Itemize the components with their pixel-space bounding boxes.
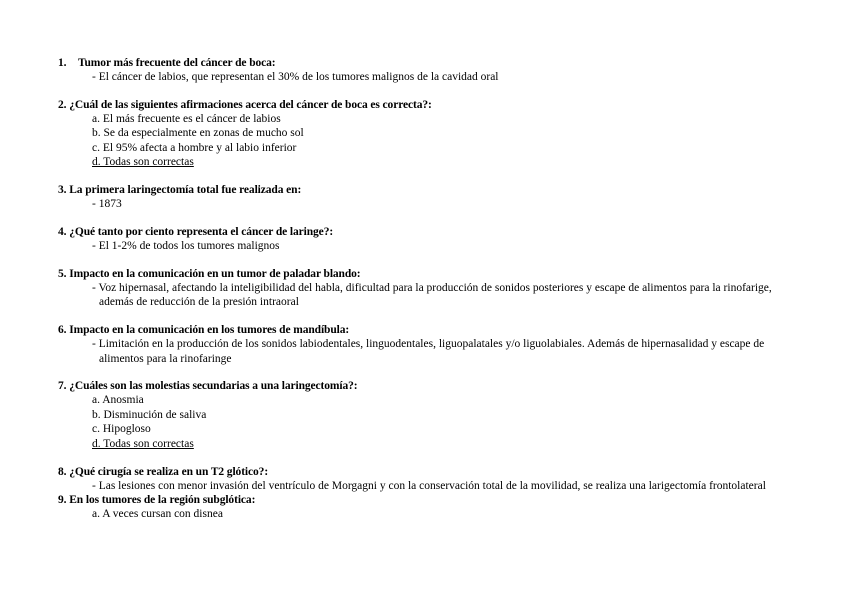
answer-line: - El 1-2% de todos los tumores malignos	[92, 239, 280, 252]
question-title	[58, 267, 798, 281]
question-title	[58, 225, 798, 239]
question-text: ¿Cuáles son las molestias secundarias a una laringectomía?:	[69, 380, 358, 393]
question-3	[58, 183, 798, 211]
question-number: 1.	[58, 57, 67, 69]
correct-answer: d. Todas son correctas	[92, 437, 194, 450]
question-title	[58, 465, 798, 479]
question-1	[58, 56, 798, 84]
question-title	[58, 183, 798, 197]
question-8	[58, 465, 798, 493]
question-text: ¿Qué tanto por ciento representa el cáncer de laringe?:	[69, 225, 334, 238]
answer-line: - Voz hipernasal, afectando la inteligibilidad del habla, dificultad para la producción de sonidos posteriores y escape de alimentos para la rinofarige, además de reducción de la presión intraoral	[92, 281, 772, 309]
question-title	[58, 98, 798, 112]
answer-option-c: c. El 95% afecta a hombre y al labio inferior	[92, 141, 297, 154]
answer-option-a: a. Anosmia	[92, 394, 144, 407]
question-7	[58, 379, 798, 451]
question-number: 3.	[58, 184, 67, 197]
question-text: ¿Cuál de las siguientes afirmaciones acerca del cáncer de boca es correcta?:	[69, 98, 432, 111]
answer-option-d	[58, 155, 798, 169]
question-6	[58, 323, 798, 366]
question-number: 2.	[58, 98, 67, 111]
question-title	[58, 323, 798, 337]
answer-option-c: c. Hipogloso	[92, 423, 151, 436]
question-text: Tumor más frecuente del cáncer de boca:	[78, 57, 276, 69]
question-text: La primera laringectomía total fue realizada en:	[69, 184, 302, 197]
question-number: 6.	[58, 324, 67, 337]
question-title	[58, 493, 798, 507]
question-9	[58, 493, 798, 521]
question-text: Impacto en la comunicación en un tumor de paladar blando:	[69, 267, 361, 280]
question-text: Impacto en la comunicación en los tumores de mandíbula:	[69, 324, 350, 337]
correct-answer: d. Todas son correctas	[92, 156, 194, 169]
answer-option-a: a. A veces cursan con disnea	[92, 508, 223, 520]
question-title	[58, 379, 798, 393]
answer-line: - Limitación en la producción de los sonidos labiodentales, linguodentales, liguopalatales y/o liguolabiales. Además de hipernasalidad y escape de alimentos para la rinofaringe	[92, 338, 765, 365]
question-number: 4.	[58, 225, 67, 238]
question-number: 8.	[58, 465, 67, 478]
question-title	[58, 56, 798, 70]
answer-option-a: a. El más frecuente es el cáncer de labios	[92, 112, 281, 125]
question-number: 9.	[58, 494, 67, 506]
question-text: En los tumores de la región subglótica:	[69, 494, 256, 506]
document-body	[58, 56, 798, 521]
answer-line: - El cáncer de labios, que representan el 30% de los tumores malignos de la cavidad oral	[92, 71, 499, 83]
answer-option-b: b. Se da especialmente en zonas de mucho sol	[92, 127, 304, 140]
answer-line: - Las lesiones con menor invasión del ventrículo de Morgagni y con la conservación total de la movilidad, se realiza una larigectomía frontolateral	[92, 479, 766, 492]
answer-option-d	[58, 437, 798, 451]
question-2	[58, 98, 798, 170]
question-number: 5.	[58, 267, 67, 280]
question-number: 7.	[58, 380, 67, 393]
question-5	[58, 267, 798, 310]
question-text: ¿Qué cirugía se realiza en un T2 glótico?:	[69, 465, 269, 478]
question-4	[58, 225, 798, 253]
answer-option-b: b. Disminución de saliva	[92, 408, 207, 421]
answer-line: - 1873	[92, 198, 122, 211]
